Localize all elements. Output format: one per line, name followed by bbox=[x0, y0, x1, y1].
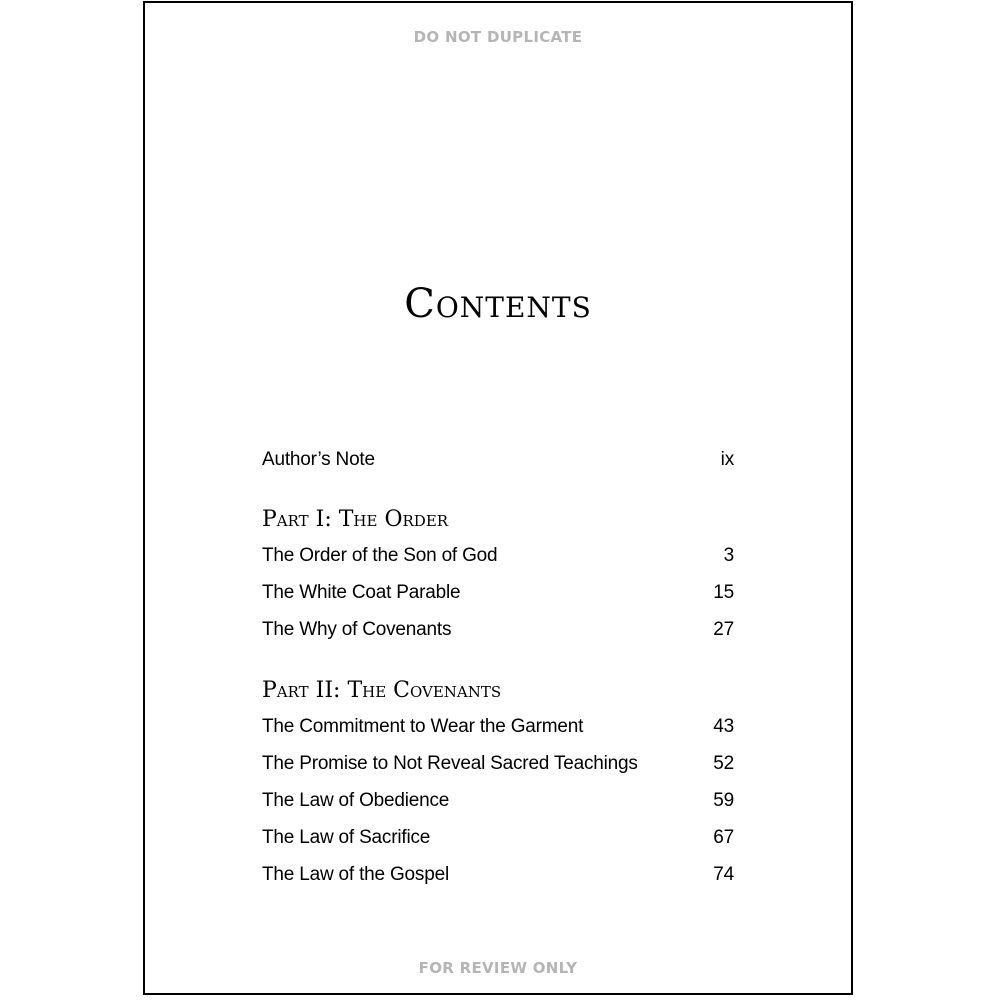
watermark-top: DO NOT DUPLICATE bbox=[413, 28, 583, 46]
toc-entry[interactable] bbox=[262, 578, 734, 610]
toc-entry[interactable] bbox=[262, 860, 734, 892]
toc-entry-label: The Why of Covenants bbox=[262, 619, 452, 640]
toc-entry-page: 52 bbox=[713, 753, 734, 774]
toc-entry[interactable] bbox=[262, 749, 734, 781]
toc-entry-label: Author’s Note bbox=[262, 449, 375, 470]
toc-entry-authors-note[interactable] bbox=[262, 445, 734, 477]
toc-entry[interactable] bbox=[262, 786, 734, 818]
toc-entry-label: The White Coat Parable bbox=[262, 582, 461, 603]
toc-entry-label: The Promise to Not Reveal Sacred Teachings bbox=[262, 753, 638, 774]
toc-entry-page: 59 bbox=[713, 790, 734, 811]
toc-entry-page: 27 bbox=[713, 619, 734, 640]
toc-entry-page: 15 bbox=[713, 582, 734, 603]
toc-entry[interactable] bbox=[262, 541, 734, 573]
toc-entry-page: 43 bbox=[713, 716, 734, 737]
toc-entry-label: The Law of Sacrifice bbox=[262, 827, 431, 848]
page-title: Contents bbox=[404, 281, 592, 327]
watermark-bottom: FOR REVIEW ONLY bbox=[418, 959, 578, 977]
toc-entry-label: The Order of the Son of God bbox=[262, 545, 498, 566]
book-page bbox=[143, 1, 853, 995]
toc-entry[interactable] bbox=[262, 823, 734, 855]
part-heading-1: Part I: The Order bbox=[262, 507, 449, 532]
toc-entry-label: The Law of the Gospel bbox=[262, 864, 449, 885]
toc-entry-page: 67 bbox=[713, 827, 734, 848]
toc-entry-page: 74 bbox=[713, 864, 734, 885]
toc-entry-page: 3 bbox=[723, 545, 734, 566]
toc-entry-label: The Commitment to Wear the Garment bbox=[262, 716, 584, 737]
part-heading-2: Part II: The Covenants bbox=[262, 678, 502, 703]
toc-entry-page: ix bbox=[720, 449, 734, 470]
toc-entry-label: The Law of Obedience bbox=[262, 790, 450, 811]
toc-entry[interactable] bbox=[262, 712, 734, 744]
toc-entry[interactable] bbox=[262, 615, 734, 647]
